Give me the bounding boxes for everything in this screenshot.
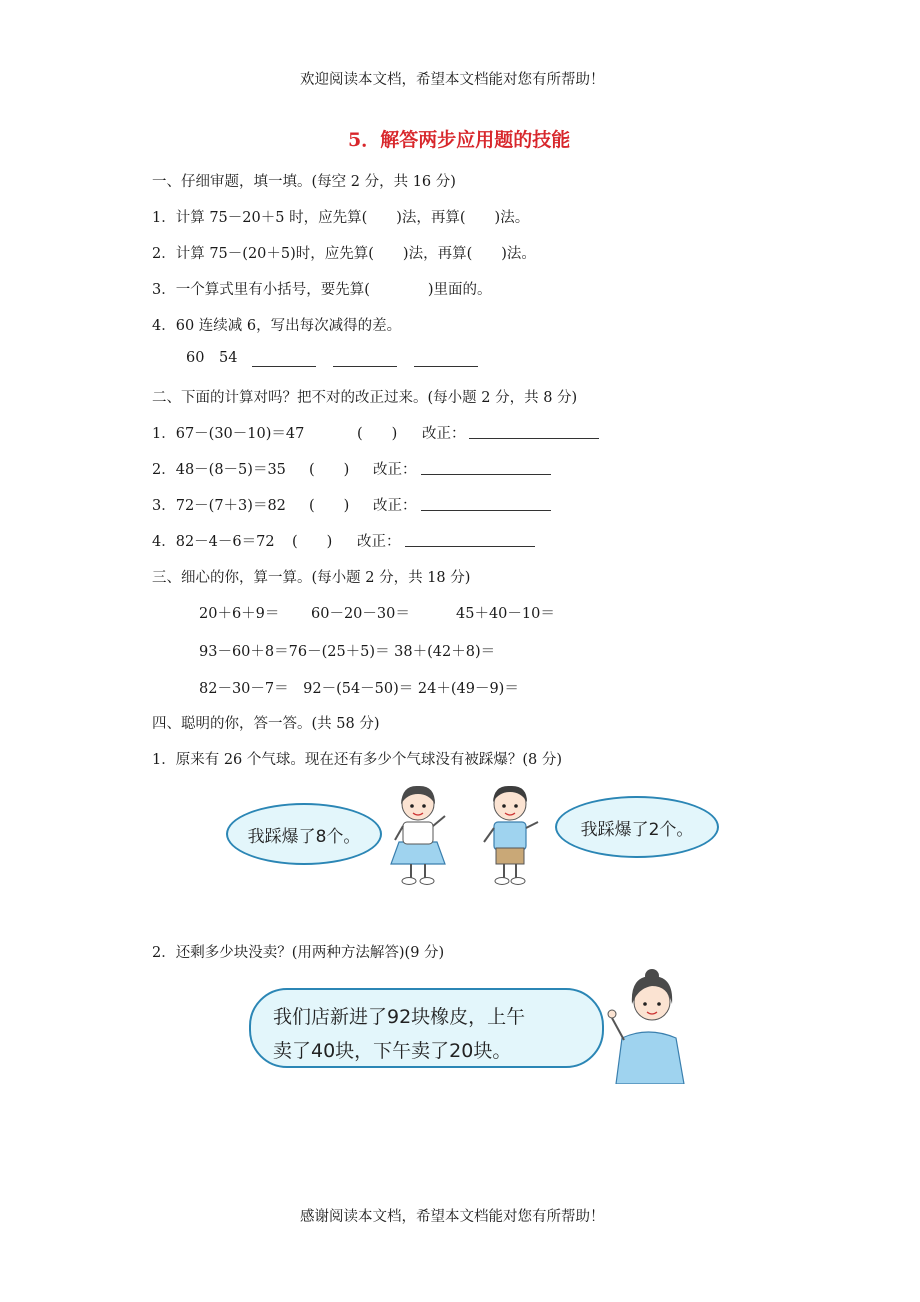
girl-illustration [385,782,453,887]
calc-row-3: 82－30－7＝ 92－(54－50)＝ 24＋(49－9)＝ [199,681,519,697]
calc-r1-c2: 60－20－30＝ [311,606,410,622]
page-title: 5．解答两步应用题的技能 [348,129,571,151]
fix-blank-1[interactable] [469,438,599,439]
calc-row-2: 93－60＋8＝76－(25＋5)＝ 38＋(42＋8)＝ [199,644,496,660]
answer-blank-2[interactable] [333,366,397,367]
section2-question-2: 2．48－(8－5)＝35 [152,462,286,478]
fix-blank-3[interactable] [421,510,551,511]
section2-question-4: 4．82－4－6＝72 [152,534,275,550]
section1-question-4: 4．60 连续减 6，写出每次减得的差。 [152,318,402,334]
judge-paren-2[interactable]: ( ) [309,462,350,478]
calc-r1-c1: 20＋6＋9＝ [199,606,280,622]
fix-label-4: 改正： [357,534,401,550]
fix-label-1: 改正： [422,426,466,442]
judge-paren-1[interactable]: ( ) [357,426,398,442]
calc-r1-c3: 45＋40－10＝ [456,606,555,622]
judge-paren-4[interactable]: ( ) [292,534,333,550]
section1-question-3: 3．一个算式里有小括号，要先算( )里面的。 [152,282,492,298]
section1-question-1: 1．计算 75－20＋5 时，应先算( )法，再算( )法。 [152,210,530,226]
page-header-text: 欢迎阅读本文档，希望本文档能对您有所帮助！ [300,72,605,88]
section3-heading: 三、细心的你，算一算。(每小题 2 分，共 18 分) [152,570,471,586]
section2-heading: 二、下面的计算对吗？把不对的改正过来。(每小题 2 分，共 8 分) [152,390,578,406]
judge-paren-3[interactable]: ( ) [309,498,350,514]
section1-heading: 一、仔细审题，填一填。(每空 2 分，共 16 分) [152,174,456,190]
speech-bubble-boy-text: 我踩爆了2个。 [580,819,694,840]
section2-question-1: 1．67－(30－10)＝47 [152,426,305,442]
speech-bubble-boy [555,796,719,858]
page-footer-text: 感谢阅读本文档，希望本文档能对您有所帮助！ [300,1209,605,1225]
section4-question-1: 1．原来有 26 个气球。现在还有多少个气球没有被踩爆？(8 分) [152,752,563,768]
sequence-value-54: 54 [219,350,238,366]
fix-label-2: 改正： [373,462,417,478]
speech-bubble-woman-line-1: 我们店新进了92块橡皮，上午 [273,1006,526,1028]
speech-bubble-woman [249,988,604,1068]
section1-question-2: 2．计算 75－(20＋5)时，应先算( )法，再算( )法。 [152,246,536,262]
boy-illustration [476,782,544,887]
speech-bubble-girl-text: 我踩爆了8个。 [247,826,361,847]
speech-bubble-girl [226,803,382,865]
fix-blank-4[interactable] [405,546,535,547]
section2-question-3: 3．72－(7＋3)＝82 [152,498,286,514]
sequence-value-60: 60 [186,350,205,366]
answer-blank-1[interactable] [252,366,316,367]
section4-heading: 四、聪明的你，答一答。(共 58 分) [152,716,380,732]
shopkeeper-illustration [606,968,690,1084]
fix-blank-2[interactable] [421,474,551,475]
speech-bubble-woman-line-2: 卖了40块，下午卖了20块。 [273,1040,512,1062]
fix-label-3: 改正： [373,498,417,514]
section4-question-2: 2．还剩多少块没卖？(用两种方法解答)(9 分) [152,945,445,961]
answer-blank-3[interactable] [414,366,478,367]
